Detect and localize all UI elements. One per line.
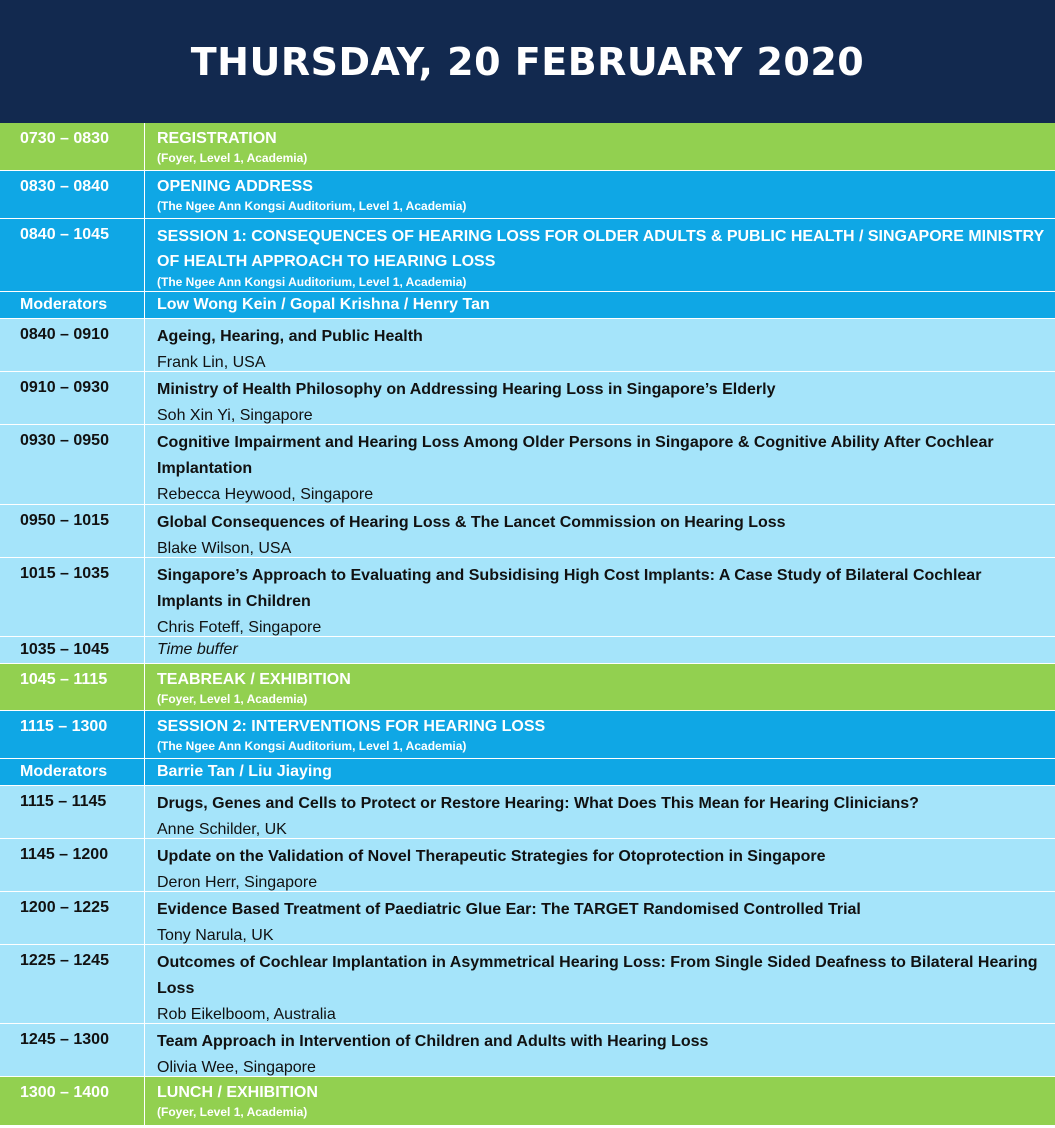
talk-title: Team Approach in Intervention of Children and Adults with Hearing Loss <box>157 1033 709 1050</box>
session-content <box>145 786 1055 838</box>
schedule-row-talk <box>0 892 1055 945</box>
session-content <box>145 839 1055 891</box>
session-title: SESSION 2: INTERVENTIONS FOR HEARING LOSS <box>157 718 546 735</box>
page-header <box>0 0 1055 123</box>
schedule-row-talk <box>0 558 1055 637</box>
session-content <box>145 637 1055 663</box>
talk-title: Singapore’s Approach to Evaluating and Subsidising High Cost Implants: A Case Study of Bilateral Cochlear Implants in Children <box>157 567 982 610</box>
schedule-row-talk <box>0 319 1055 372</box>
session-content <box>145 711 1055 758</box>
schedule-row-registration <box>0 123 1055 171</box>
talk-title: Ageing, Hearing, and Public Health <box>157 328 423 345</box>
time-slot: 1045 – 1115 <box>0 664 145 710</box>
venue-text: (Foyer, Level 1, Academia) <box>157 692 308 706</box>
schedule-row-teabreak <box>0 664 1055 711</box>
session-content <box>145 1077 1055 1125</box>
session-content <box>145 425 1055 504</box>
talk-title: Update on the Validation of Novel Therapeutic Strategies for Otoprotection in Singapore <box>157 848 826 865</box>
speaker-name: Rob Eikelboom, Australia <box>157 1006 336 1023</box>
schedule-row-moderators <box>0 759 1055 786</box>
speaker-name: Deron Herr, Singapore <box>157 874 318 891</box>
session-content <box>145 505 1055 557</box>
time-slot: 1145 – 1200 <box>0 839 145 891</box>
speaker-name: Blake Wilson, USA <box>157 540 292 557</box>
schedule-row-opening <box>0 171 1055 219</box>
session-content <box>145 319 1055 371</box>
time-slot: 0730 – 0830 <box>0 123 145 170</box>
talk-title: Evidence Based Treatment of Paediatric Glue Ear: The TARGET Randomised Controlled Trial <box>157 901 861 918</box>
venue-text: (Foyer, Level 1, Academia) <box>157 1105 308 1119</box>
schedule-row-lunch <box>0 1077 1055 1125</box>
session-content <box>145 1024 1055 1076</box>
venue-text: (The Ngee Ann Kongsi Auditorium, Level 1, Academia) <box>157 199 467 213</box>
talk-title: Outcomes of Cochlear Implantation in Asymmetrical Hearing Loss: From Single Sided Deafness to Bilateral Hearing Loss <box>157 954 1038 997</box>
session-title: REGISTRATION <box>157 130 277 147</box>
schedule-row-session-2 <box>0 711 1055 759</box>
moderators-names: Low Wong Kein / Gopal Krishna / Henry Tan <box>157 296 490 313</box>
talk-title: Ministry of Health Philosophy on Addressing Hearing Loss in Singapore’s Elderly <box>157 381 776 398</box>
speaker-name: Chris Foteff, Singapore <box>157 619 322 636</box>
schedule-row-talk <box>0 505 1055 558</box>
session-content <box>145 219 1055 291</box>
talk-title: Cognitive Impairment and Hearing Loss Among Older Persons in Singapore & Cognitive Ability After Cochlear Implantation <box>157 434 994 477</box>
schedule-row-session-1 <box>0 219 1055 292</box>
venue-text: (Foyer, Level 1, Academia) <box>157 151 308 165</box>
schedule-table <box>0 123 1055 1125</box>
talk-title: Global Consequences of Hearing Loss & The Lancet Commission on Hearing Loss <box>157 514 786 531</box>
speaker-name: Soh Xin Yi, Singapore <box>157 407 313 424</box>
schedule-row-moderators <box>0 292 1055 319</box>
schedule-row-talk <box>0 425 1055 505</box>
time-slot: 1115 – 1300 <box>0 711 145 758</box>
time-slot: 1225 – 1245 <box>0 945 145 1023</box>
session-title: TEABREAK / EXHIBITION <box>157 671 351 688</box>
moderators-label: Moderators <box>0 759 145 785</box>
time-slot: 0840 – 0910 <box>0 319 145 371</box>
session-content <box>145 892 1055 944</box>
schedule-row-talk <box>0 372 1055 425</box>
schedule-row-talk <box>0 839 1055 892</box>
schedule-row-talk <box>0 945 1055 1024</box>
session-content <box>145 558 1055 636</box>
schedule-row-buffer <box>0 637 1055 664</box>
session-content <box>145 372 1055 424</box>
time-slot: 0910 – 0930 <box>0 372 145 424</box>
speaker-name: Olivia Wee, Singapore <box>157 1059 316 1076</box>
page-title: THURSDAY, 20 FEBRUARY 2020 <box>190 39 865 84</box>
time-slot: 1015 – 1035 <box>0 558 145 636</box>
time-slot: 1200 – 1225 <box>0 892 145 944</box>
time-slot: 0840 – 1045 <box>0 219 145 291</box>
venue-text: (The Ngee Ann Kongsi Auditorium, Level 1, Academia) <box>157 739 467 753</box>
talk-title: Drugs, Genes and Cells to Protect or Restore Hearing: What Does This Mean for Hearing Clinicians? <box>157 795 919 812</box>
time-slot: 0930 – 0950 <box>0 425 145 504</box>
session-content <box>145 664 1055 710</box>
session-title: OPENING ADDRESS <box>157 178 313 195</box>
time-slot: 1245 – 1300 <box>0 1024 145 1076</box>
time-slot: 1300 – 1400 <box>0 1077 145 1125</box>
session-content <box>145 945 1055 1023</box>
session-content <box>145 292 1055 318</box>
time-slot: 1115 – 1145 <box>0 786 145 838</box>
speaker-name: Frank Lin, USA <box>157 354 266 371</box>
buffer-text: Time buffer <box>157 641 238 658</box>
session-content <box>145 171 1055 218</box>
speaker-name: Rebecca Heywood, Singapore <box>157 486 374 503</box>
session-title: SESSION 1: CONSEQUENCES OF HEARING LOSS FOR OLDER ADULTS & PUBLIC HEALTH / SINGAPORE MINISTRY OF HEALTH APPROACH TO HEARING LOSS <box>157 228 1044 270</box>
time-slot: 1035 – 1045 <box>0 637 145 663</box>
speaker-name: Tony Narula, UK <box>157 927 274 944</box>
speaker-name: Anne Schilder, UK <box>157 821 287 838</box>
schedule-row-talk <box>0 1024 1055 1077</box>
time-slot: 0830 – 0840 <box>0 171 145 218</box>
schedule-row-talk <box>0 786 1055 839</box>
moderators-names: Barrie Tan / Liu Jiaying <box>157 763 332 780</box>
session-content <box>145 123 1055 170</box>
session-content <box>145 759 1055 785</box>
moderators-label: Moderators <box>0 292 145 318</box>
time-slot: 0950 – 1015 <box>0 505 145 557</box>
venue-text: (The Ngee Ann Kongsi Auditorium, Level 1, Academia) <box>157 275 467 289</box>
session-title: LUNCH / EXHIBITION <box>157 1084 318 1101</box>
